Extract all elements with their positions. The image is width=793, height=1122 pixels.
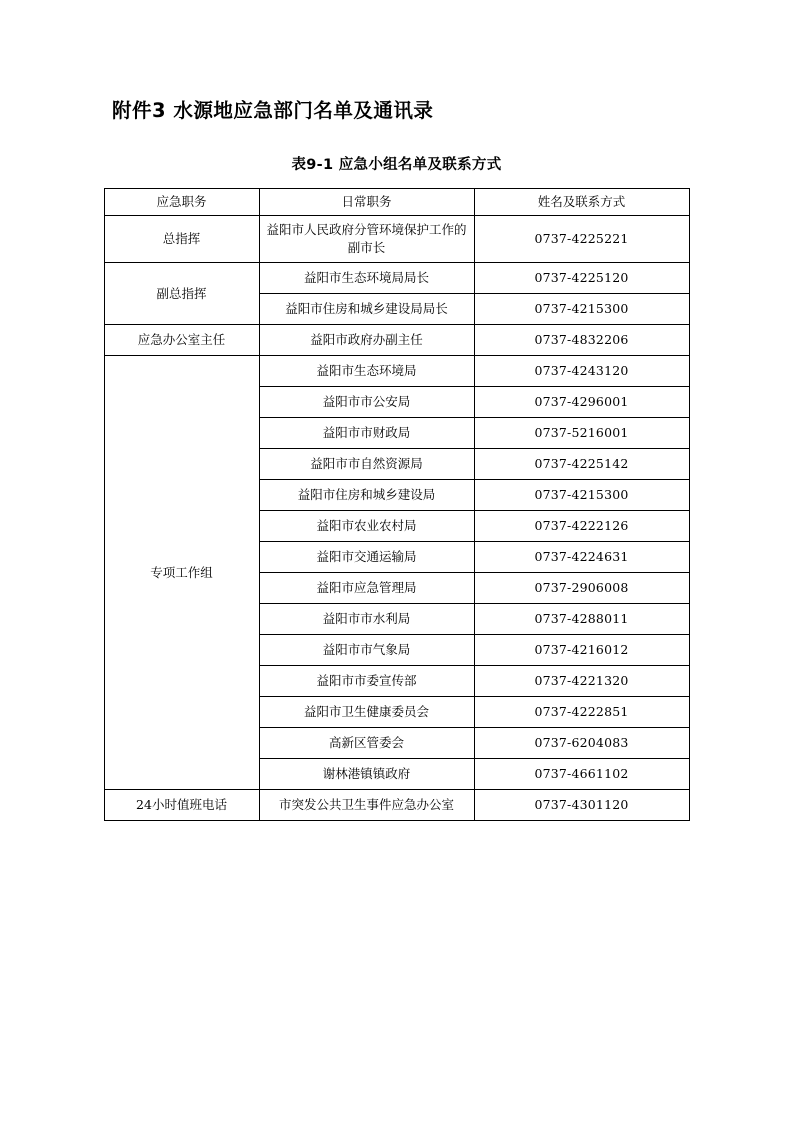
table-row [104, 790, 689, 821]
cell-contact: 0737-4222851 [474, 697, 689, 728]
cell-contact: 0737-4215300 [474, 480, 689, 511]
table-row [104, 325, 689, 356]
cell-duty: 谢林港镇镇政府 [259, 759, 474, 790]
cell-contact: 0737-4222126 [474, 511, 689, 542]
cell-duty: 益阳市市公安局 [259, 387, 474, 418]
cell-role: 应急办公室主任 [104, 325, 259, 356]
table-caption: 表9-1 应急小组名单及联系方式 [291, 157, 502, 173]
cell-role: 专项工作组 [104, 356, 259, 790]
table-header-row [104, 189, 689, 216]
cell-duty: 益阳市人民政府分管环境保护工作的副市长 [259, 216, 474, 263]
cell-contact: 0737-6204083 [474, 728, 689, 759]
cell-contact: 0737-4296001 [474, 387, 689, 418]
cell-duty: 益阳市生态环境局 [259, 356, 474, 387]
page-title: 附件3 水源地应急部门名单及通讯录 [112, 99, 434, 122]
table-row [104, 356, 689, 387]
cell-duty: 市突发公共卫生事件应急办公室 [259, 790, 474, 821]
table-row [104, 216, 689, 263]
cell-contact: 0737-4243120 [474, 356, 689, 387]
cell-contact: 0737-4225221 [474, 216, 689, 263]
column-header-contact: 姓名及联系方式 [474, 189, 689, 216]
cell-contact: 0737-4221320 [474, 666, 689, 697]
cell-duty: 益阳市市自然资源局 [259, 449, 474, 480]
cell-duty: 益阳市农业农村局 [259, 511, 474, 542]
cell-duty: 益阳市住房和城乡建设局 [259, 480, 474, 511]
cell-contact: 0737-4215300 [474, 294, 689, 325]
cell-duty: 高新区管委会 [259, 728, 474, 759]
cell-duty: 益阳市市委宣传部 [259, 666, 474, 697]
cell-contact: 0737-4661102 [474, 759, 689, 790]
cell-role: 副总指挥 [104, 263, 259, 325]
emergency-contact-table [104, 188, 690, 821]
table-body [104, 216, 689, 821]
cell-duty: 益阳市市水利局 [259, 604, 474, 635]
cell-contact: 0737-4216012 [474, 635, 689, 666]
cell-contact: 0737-5216001 [474, 418, 689, 449]
cell-role: 总指挥 [104, 216, 259, 263]
cell-duty: 益阳市住房和城乡建设局局长 [259, 294, 474, 325]
cell-duty: 益阳市市气象局 [259, 635, 474, 666]
cell-duty: 益阳市生态环境局局长 [259, 263, 474, 294]
cell-duty: 益阳市交通运输局 [259, 542, 474, 573]
cell-duty: 益阳市政府办副主任 [259, 325, 474, 356]
cell-contact: 0737-4224631 [474, 542, 689, 573]
cell-role: 24小时值班电话 [104, 790, 259, 821]
column-header-duty: 日常职务 [259, 189, 474, 216]
column-header-role: 应急职务 [104, 189, 259, 216]
cell-duty: 益阳市应急管理局 [259, 573, 474, 604]
cell-duty: 益阳市卫生健康委员会 [259, 697, 474, 728]
cell-contact: 0737-4832206 [474, 325, 689, 356]
table-row [104, 263, 689, 294]
cell-contact: 0737-4288011 [474, 604, 689, 635]
cell-contact: 0737-4225142 [474, 449, 689, 480]
cell-contact: 0737-2906008 [474, 573, 689, 604]
cell-contact: 0737-4301120 [474, 790, 689, 821]
cell-duty: 益阳市市财政局 [259, 418, 474, 449]
cell-contact: 0737-4225120 [474, 263, 689, 294]
